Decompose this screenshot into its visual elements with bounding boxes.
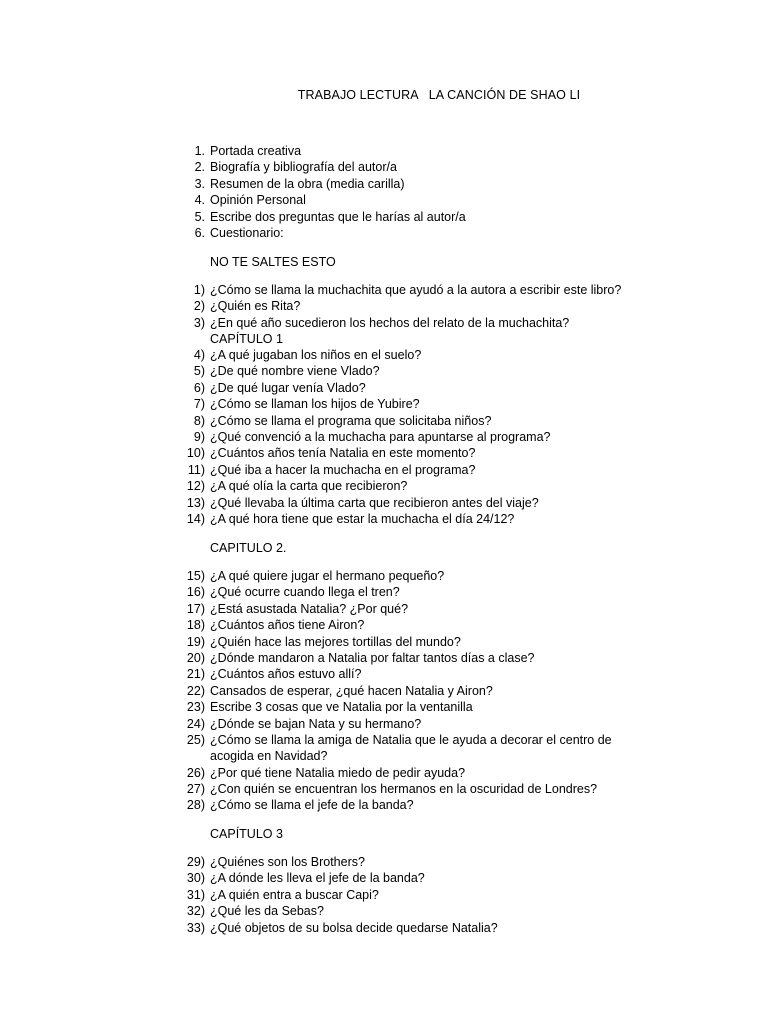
item-text: ¿Dónde se bajan Nata y su hermano? — [210, 716, 422, 731]
task-list — [0, 143, 768, 241]
item-text: ¿Dónde mandaron a Natalia por faltar tantos días a clase? — [210, 650, 535, 665]
item-text: Cuestionario: — [210, 225, 284, 240]
item-number: 18) — [186, 618, 205, 633]
item-number: 3. — [194, 176, 205, 191]
item-number: 2) — [193, 299, 205, 314]
list-item — [0, 462, 768, 478]
item-text: ¿Está asustada Natalia? ¿Por qué? — [210, 601, 409, 616]
item-number: 17) — [186, 601, 205, 616]
item-text: ¿Cómo se llama la amiga de Natalia que le ayuda a decorar el centro de acogida en Navidad? — [210, 732, 612, 764]
item-number: 2. — [194, 160, 205, 175]
list-item — [0, 781, 768, 797]
list-item — [0, 870, 768, 886]
list-item — [0, 363, 768, 379]
list-item — [0, 396, 768, 412]
item-text: ¿Qué llevaba la última carta que recibieron antes del viaje? — [210, 495, 539, 510]
item-text: ¿De qué lugar venía Vlado? — [210, 380, 366, 395]
chapter-1-question-list — [0, 347, 768, 527]
item-text: Resumen de la obra (media carilla) — [210, 176, 405, 191]
item-text: ¿En qué año sucedieron los hechos del relato de la muchachita? — [210, 315, 570, 330]
item-text: ¿A quién entra a buscar Capi? — [210, 887, 379, 902]
item-number: 9) — [193, 429, 205, 444]
chapter-2-question-list — [0, 568, 768, 814]
item-text: Opinión Personal — [210, 193, 306, 208]
list-item — [0, 413, 768, 429]
list-item — [0, 634, 768, 650]
item-text: ¿Qué iba a hacer la muchacha en el programa? — [210, 462, 476, 477]
item-text: ¿Por qué tiene Natalia miedo de pedir ayuda? — [210, 765, 466, 780]
list-item — [0, 282, 768, 298]
item-number: 32) — [186, 904, 205, 919]
list-item — [0, 666, 768, 682]
item-number: 14) — [186, 511, 205, 526]
item-number: 10) — [186, 446, 205, 461]
item-number: 4) — [193, 348, 205, 362]
list-item — [0, 495, 768, 511]
item-number: 23) — [186, 700, 205, 715]
list-item — [0, 797, 768, 813]
list-item — [0, 683, 768, 699]
list-item — [0, 209, 768, 225]
list-item — [0, 380, 768, 396]
item-number: 15) — [186, 569, 205, 583]
list-item — [0, 445, 768, 461]
item-text: ¿Qué objetos de su bolsa decide quedarse Natalia? — [210, 920, 498, 935]
item-text: ¿Qué ocurre cuando llega el tren? — [210, 585, 400, 600]
item-number: 13) — [186, 495, 205, 510]
item-text: ¿Qué les da Sebas? — [210, 904, 324, 919]
note-heading: NO TE SALTES ESTO — [210, 255, 336, 269]
list-item — [0, 347, 768, 363]
list-item — [0, 699, 768, 715]
item-number: 5) — [193, 364, 205, 379]
item-number: 7) — [193, 397, 205, 412]
chapter-1-heading: CAPÍTULO 1 — [210, 332, 283, 346]
list-item — [0, 298, 768, 314]
item-number: 22) — [186, 683, 205, 698]
item-text: ¿Quiénes son los Brothers? — [210, 855, 365, 869]
item-text: ¿A qué olía la carta que recibieron? — [210, 479, 408, 494]
list-item — [0, 920, 768, 936]
item-number: 19) — [186, 634, 205, 649]
list-item — [0, 511, 768, 527]
item-number: 24) — [186, 716, 205, 731]
item-number: 3) — [193, 315, 205, 330]
item-text: ¿Con quién se encuentran los hermanos en la oscuridad de Londres? — [210, 782, 598, 797]
item-number: 29) — [186, 855, 205, 869]
item-text: ¿Quién hace las mejores tortillas del mundo? — [210, 634, 461, 649]
item-text: ¿De qué nombre viene Vlado? — [210, 364, 380, 379]
chapter-2-heading: CAPITULO 2. — [210, 541, 287, 555]
chapter-3-heading: CAPÍTULO 3 — [210, 827, 283, 841]
item-number: 6) — [193, 380, 205, 395]
document-title: TRABAJO LECTURA LA CANCIÓN DE SHAO LI — [297, 88, 581, 102]
list-item — [0, 716, 768, 732]
item-number: 12) — [186, 479, 205, 494]
item-number: 1) — [193, 283, 205, 297]
list-item — [0, 601, 768, 617]
item-text: ¿A qué quiere jugar el hermano pequeño? — [210, 569, 445, 583]
item-text: ¿Cómo se llama el programa que solicitaba niños? — [210, 413, 492, 428]
item-text: Escribe dos preguntas que le harías al autor/a — [210, 209, 466, 224]
list-item — [0, 903, 768, 919]
item-text: ¿Cuántos años tiene Airon? — [210, 618, 365, 633]
item-number: 30) — [186, 871, 205, 886]
list-item — [0, 315, 768, 331]
list-item — [0, 429, 768, 445]
item-text: ¿Qué convenció a la muchacha para apuntarse al programa? — [210, 429, 551, 444]
item-text: ¿A qué hora tiene que estar la muchacha el día 24/12? — [210, 511, 515, 526]
intro-question-list — [0, 282, 768, 331]
item-number: 28) — [186, 798, 205, 813]
item-number: 26) — [186, 765, 205, 780]
item-number: 33) — [186, 920, 205, 935]
item-number: 20) — [186, 650, 205, 665]
item-number: 1. — [194, 144, 205, 158]
item-text: ¿A dónde les lleva el jefe de la banda? — [210, 871, 425, 886]
item-number: 25) — [186, 732, 205, 747]
list-item — [0, 159, 768, 175]
list-item — [0, 584, 768, 600]
list-item — [0, 650, 768, 666]
item-text: Portada creativa — [210, 144, 302, 158]
item-number: 4. — [194, 193, 205, 208]
item-number: 27) — [186, 782, 205, 797]
list-item — [0, 617, 768, 633]
item-number: 8) — [193, 413, 205, 428]
list-item — [0, 854, 768, 870]
item-number: 16) — [186, 585, 205, 600]
item-text: ¿Cómo se llama la muchachita que ayudó a la autora a escribir este libro? — [210, 283, 622, 297]
item-number: 21) — [186, 667, 205, 682]
list-item — [0, 176, 768, 192]
item-text: ¿Cómo se llaman los hijos de Yubire? — [210, 397, 420, 412]
item-text: ¿Cuántos años estuvo allí? — [210, 667, 362, 682]
list-item — [0, 887, 768, 903]
list-item — [0, 478, 768, 494]
item-number: 31) — [186, 887, 205, 902]
list-item — [0, 192, 768, 208]
item-text: Biografía y bibliografía del autor/a — [210, 160, 397, 175]
item-text: Escribe 3 cosas que ve Natalia por la ventanilla — [210, 700, 473, 715]
item-text: ¿Cómo se llama el jefe de la banda? — [210, 798, 414, 813]
item-text: ¿Cuántos años tenía Natalia en este momento? — [210, 446, 476, 461]
item-number: 5. — [194, 209, 205, 224]
item-text: Cansados de esperar, ¿qué hacen Natalia y Airon? — [210, 683, 493, 698]
list-item — [0, 143, 768, 159]
chapter-3-question-list — [0, 854, 768, 936]
item-number: 6. — [194, 225, 205, 240]
list-item — [0, 568, 768, 584]
list-item — [0, 765, 768, 781]
item-text: ¿Quién es Rita? — [210, 299, 301, 314]
list-item — [0, 225, 768, 241]
list-item — [0, 732, 768, 765]
item-number: 11) — [187, 462, 205, 477]
item-text: ¿A qué jugaban los niños en el suelo? — [210, 348, 422, 362]
